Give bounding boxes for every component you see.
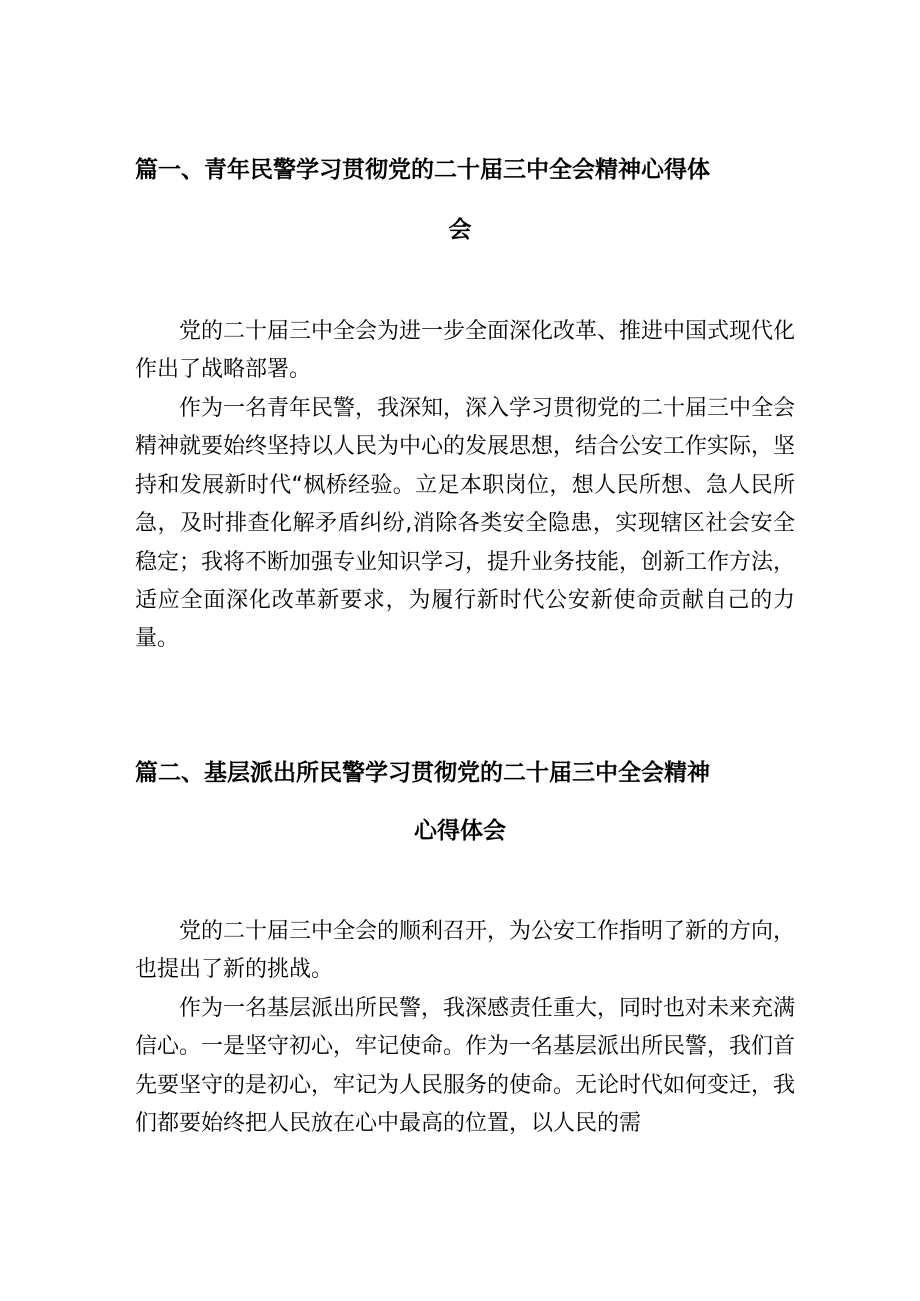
section-2-heading-line-1: 篇二、基层派出所民警学习贯彻党的二十届三中全会精神 (135, 760, 710, 786)
section-1-heading-line-2-text: 会 (448, 217, 472, 243)
section-2-heading-line-2 (0, 816, 920, 846)
section-1-heading-line-1: 篇一、青年民警学习贯彻党的二十届三中全会精神心得体 (135, 157, 710, 183)
section-1-paragraph-2: 作为一名青年民警，我深知，深入学习贯彻党的二十届三中全会精神就要始终坚持以人民为中心的发展思想，结合公安工作实际，坚持和发展新时代“枫桥经验。立足本职岗位，想人民所想、急人民所急，及时排查化解矛盾纠纷,消除各类安全隐患，实现辖区社会安全稳定；我将不断加强专业知识学习，提升业务技能，创新工作方法，适应全面深化改革新要求，为履行新时代公安新使命贡献自己的力量。 (135, 396, 796, 652)
section-2-paragraph-1: 党的二十届三中全会的顺利召开，为公安工作指明了新的方向，也提出了新的挑战。 (135, 919, 796, 983)
section-1-heading-line-2 (0, 215, 920, 245)
section-1-paragraph-1: 党的二十届三中全会为进一步全面深化改革、推进中国式现代化作出了战略部署。 (135, 319, 796, 383)
section-2-heading-line-2-text: 心得体会 (414, 818, 506, 844)
section-2-paragraph-2: 作为一名基层派出所民警，我深感责任重大，同时也对未来充满信心。一是坚守初心，牢记使命。作为一名基层派出所民警，我们首先要坚守的是初心，牢记为人民服务的使命。无论时代如何变迁，我们都要始终把人民放在心中最高的位置，以人民的需 (135, 996, 796, 1137)
